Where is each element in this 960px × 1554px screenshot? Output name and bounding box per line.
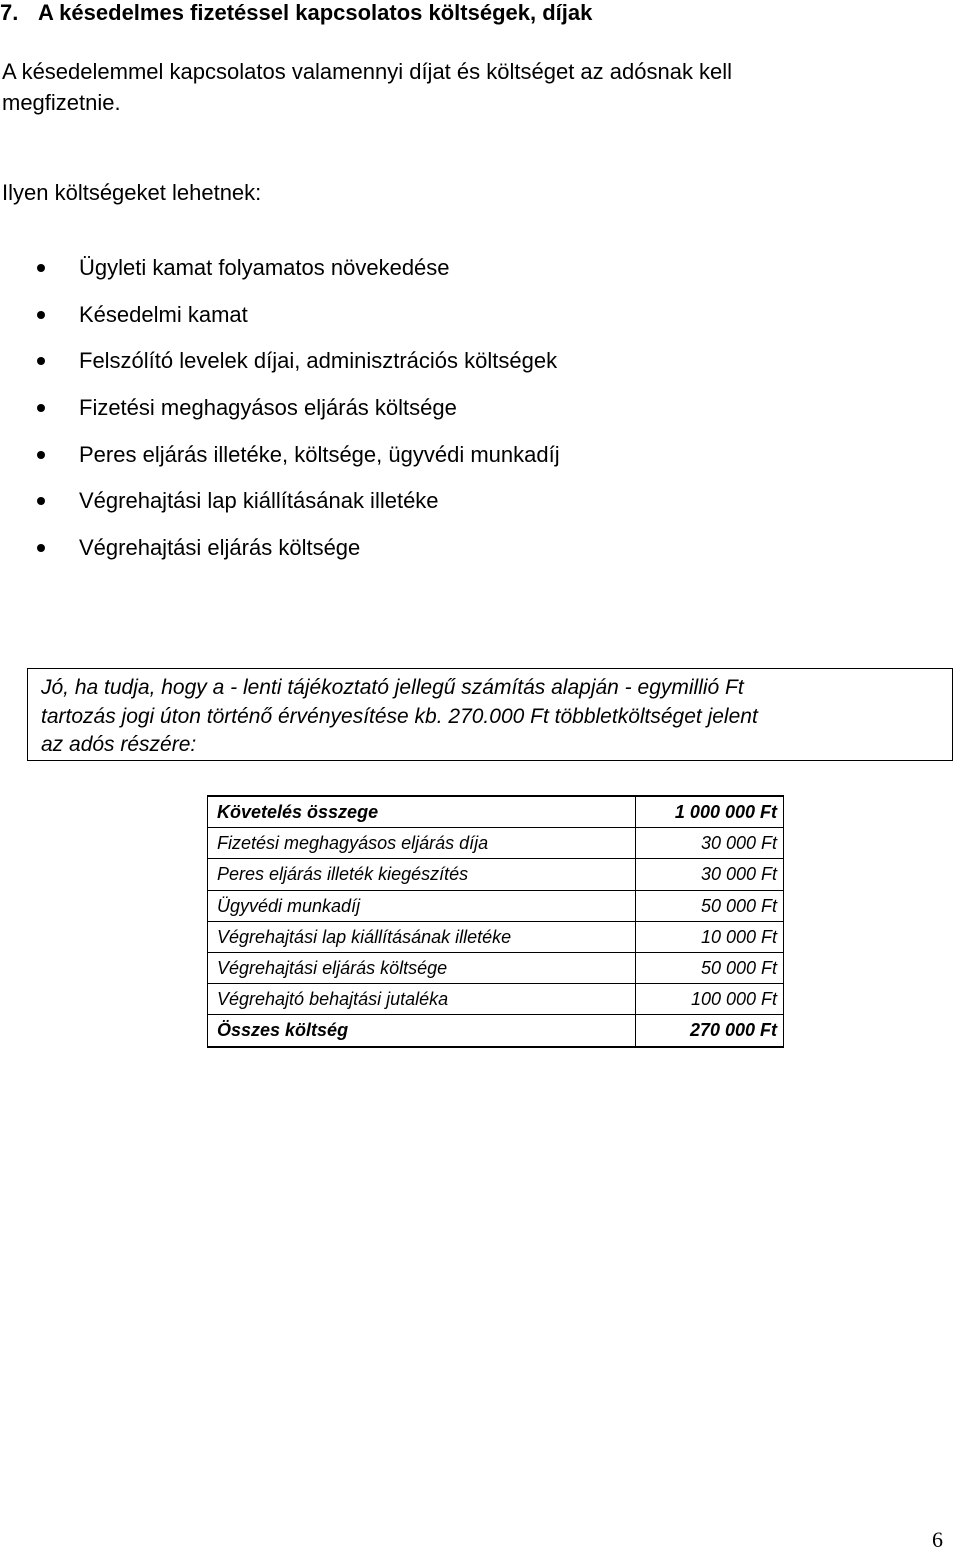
list-item (0, 484, 560, 531)
list-item (0, 438, 560, 485)
intro-paragraph (2, 56, 902, 118)
bullet-icon (37, 357, 45, 365)
list-item-text: Felszólító levelek díjai, adminisztrációs költségek (79, 348, 558, 374)
row-amount: 50 000 Ft (636, 890, 784, 921)
list-intro: Ilyen költségeket lehetnek: (2, 180, 262, 205)
row-amount: 100 000 Ft (636, 984, 784, 1015)
list-item-text: Ügyleti kamat folyamatos növekedése (79, 255, 450, 280)
row-amount: 50 000 Ft (636, 952, 784, 983)
section-heading (0, 0, 592, 26)
section-number: 7. (0, 0, 19, 25)
row-amount: 30 000 Ft (636, 828, 784, 859)
list-item-text: Fizetési meghagyásos eljárás költsége (79, 395, 457, 421)
table-row (208, 952, 784, 983)
total-label: Összes költség (208, 1015, 636, 1047)
list-item (0, 531, 560, 578)
bullet-icon (37, 264, 45, 272)
note-line: tartozás jogi úton történő érvényesítése kb. 270.000 Ft többletköltséget jelent (41, 704, 758, 728)
row-label: Végrehajtó behajtási jutaléka (208, 984, 636, 1015)
table-row (208, 890, 784, 921)
cost-bullet-list (0, 251, 560, 578)
list-item (0, 344, 560, 391)
table-row (208, 859, 784, 890)
row-label: Végrehajtási eljárás költsége (208, 952, 636, 983)
row-amount: 1 000 000 Ft (636, 796, 784, 828)
table-total-row (208, 1015, 784, 1047)
total-amount: 270 000 Ft (636, 1015, 784, 1047)
row-label: Végrehajtási lap kiállításának illetéke (208, 921, 636, 952)
bullet-icon (37, 451, 45, 459)
page-number: 6 (932, 1527, 943, 1552)
bullet-icon (37, 404, 45, 412)
bullet-icon (37, 544, 45, 552)
table-row (208, 921, 784, 952)
note-line: az adós részére: (41, 733, 197, 756)
row-label: Követelés összege (208, 796, 636, 828)
intro-line: A késedelemmel kapcsolatos valamennyi díjat és költséget az adósnak kell (2, 59, 733, 84)
list-item (0, 391, 560, 438)
row-label: Peres eljárás illeték kiegészítés (208, 859, 636, 890)
section-title: A késedelmes fizetéssel kapcsolatos költségek, díjak (38, 0, 593, 25)
list-item-text: Peres eljárás illetéke, költsége, ügyvédi munkadíj (79, 441, 560, 467)
cost-table (207, 795, 784, 1048)
list-item (0, 298, 560, 345)
list-item-text: Végrehajtási eljárás költsége (79, 535, 361, 561)
note-line: Jó, ha tudja, hogy a - lenti tájékoztató jellegű számítás alapján - egymillió Ft (41, 676, 744, 699)
list-item-text: Késedelmi kamat (79, 301, 248, 327)
table-row (208, 828, 784, 859)
intro-line: megfizetnie. (2, 90, 121, 115)
bullet-icon (37, 311, 45, 319)
row-label: Fizetési meghagyásos eljárás díja (208, 828, 636, 859)
table-row (208, 796, 784, 828)
bullet-icon (37, 497, 45, 505)
list-item (0, 251, 560, 298)
row-amount: 10 000 Ft (636, 921, 784, 952)
list-item-text: Végrehajtási lap kiállításának illetéke (79, 488, 439, 514)
row-label: Ügyvédi munkadíj (208, 890, 636, 921)
table-row (208, 984, 784, 1015)
row-amount: 30 000 Ft (636, 859, 784, 890)
info-note-box (27, 668, 953, 761)
